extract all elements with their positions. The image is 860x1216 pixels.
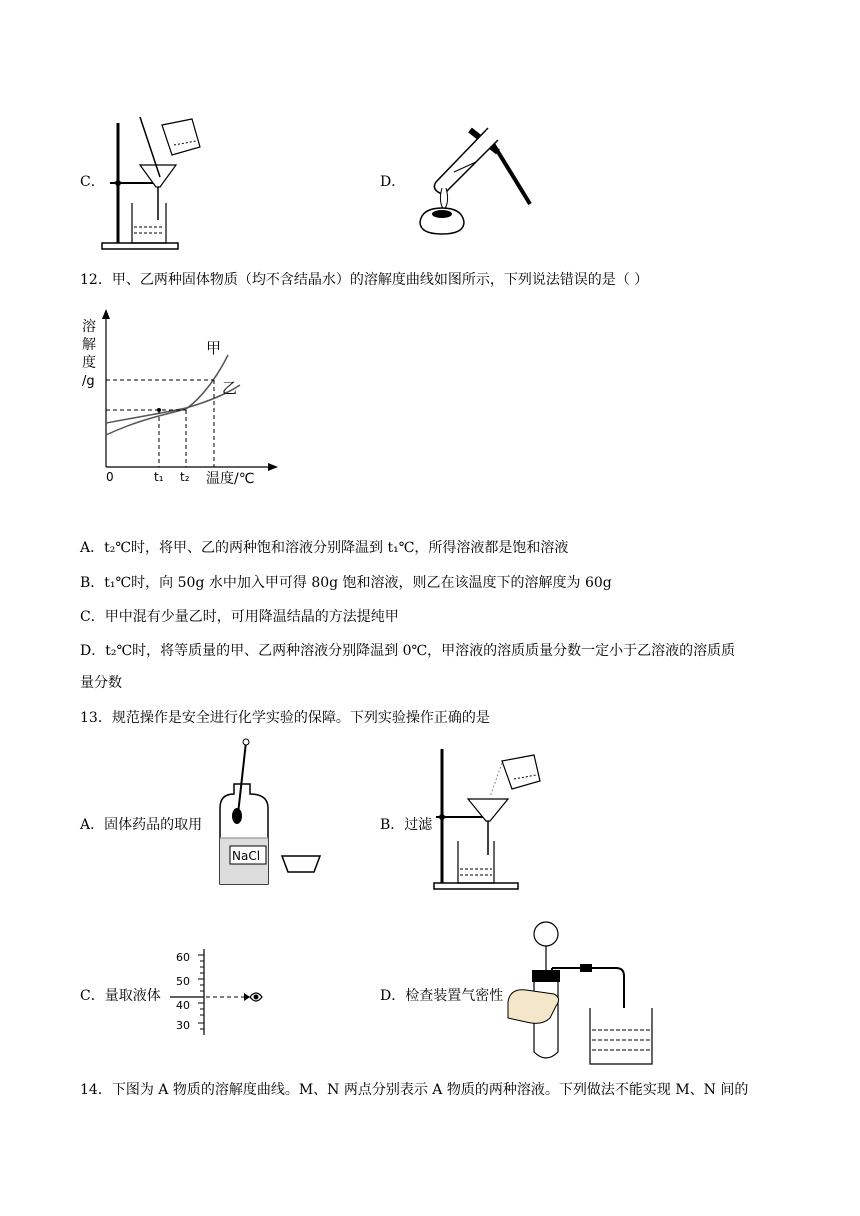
q11-filtration-apparatus-c bbox=[100, 115, 220, 255]
q13-option-b: B．过滤 bbox=[380, 817, 433, 833]
q12-origin-label: 0 bbox=[106, 470, 114, 484]
q12-y-label-2: 解 bbox=[82, 337, 96, 353]
q13-cylinder-tick-40: 40 bbox=[176, 999, 190, 1012]
q13-stem: 13．规范操作是安全进行化学实验的保障。下列实验操作正确的是 bbox=[80, 710, 490, 726]
q13-option-c: C．量取液体 bbox=[80, 988, 161, 1004]
q12-stem: 12．甲、乙两种固体物质（均不含结晶水）的溶解度曲线如图所示，下列说法错误的是（ ） bbox=[80, 272, 649, 288]
q12-y-label-4: /g bbox=[82, 374, 95, 389]
q13-option-a: A．固体药品的取用 bbox=[80, 817, 203, 833]
q13-cylinder-tick-50: 50 bbox=[176, 975, 190, 988]
q13-airtightness-figure bbox=[506, 918, 676, 1068]
q12-x-label: 温度/℃ bbox=[206, 471, 255, 487]
q12-option-c: C．甲中混有少量乙时，可用降温结晶的方法提纯甲 bbox=[80, 609, 399, 625]
q13-filtration-figure bbox=[430, 745, 550, 895]
q12-option-d: D．t₂℃时，将等质量的甲、乙两种溶液分别降温到 0℃，甲溶液的溶质质量分数一定小于乙溶液的溶质质 bbox=[80, 643, 736, 659]
q11-option-c-label: C． bbox=[80, 174, 105, 190]
q11-heating-test-tube-d bbox=[412, 122, 542, 242]
q12-y-label-3: 度 bbox=[82, 355, 96, 371]
q12-option-b: B．t₁℃时，向 50g 水中加入甲可得 80g 饱和溶液，则乙在该温度下的溶解度为 60g bbox=[80, 575, 612, 591]
q12-solubility-chart bbox=[78, 305, 278, 495]
q14-stem: 14．下图为 A 物质的溶解度曲线。M、N 两点分别表示 A 物质的两种溶液。下列做法不能实现 M、N 间的 bbox=[80, 1082, 749, 1098]
q13-cylinder-tick-30: 30 bbox=[176, 1019, 190, 1032]
q12-option-d-cont: 量分数 bbox=[80, 675, 122, 691]
q12-curve-yi-label: 乙 bbox=[222, 379, 238, 397]
q13-solid-reagent-figure bbox=[218, 738, 328, 888]
q11-option-d-label: D． bbox=[380, 174, 406, 190]
q12-option-a: A．t₂℃时，将甲、乙的两种饱和溶液分别降温到 t₁℃，所得溶液都是饱和溶液 bbox=[80, 540, 569, 556]
q13-graduated-cylinder-figure bbox=[168, 945, 268, 1040]
q13-cylinder-tick-60: 60 bbox=[176, 951, 190, 964]
q13-bottle-label: NaCl bbox=[232, 849, 261, 863]
q12-y-label-1: 溶 bbox=[82, 319, 96, 335]
q12-tick-t1: t₁ bbox=[154, 470, 164, 484]
q12-tick-t2: t₂ bbox=[180, 470, 190, 484]
q13-option-d: D．检查装置气密性 bbox=[380, 988, 504, 1004]
q12-curve-jia-label: 甲 bbox=[206, 339, 222, 357]
